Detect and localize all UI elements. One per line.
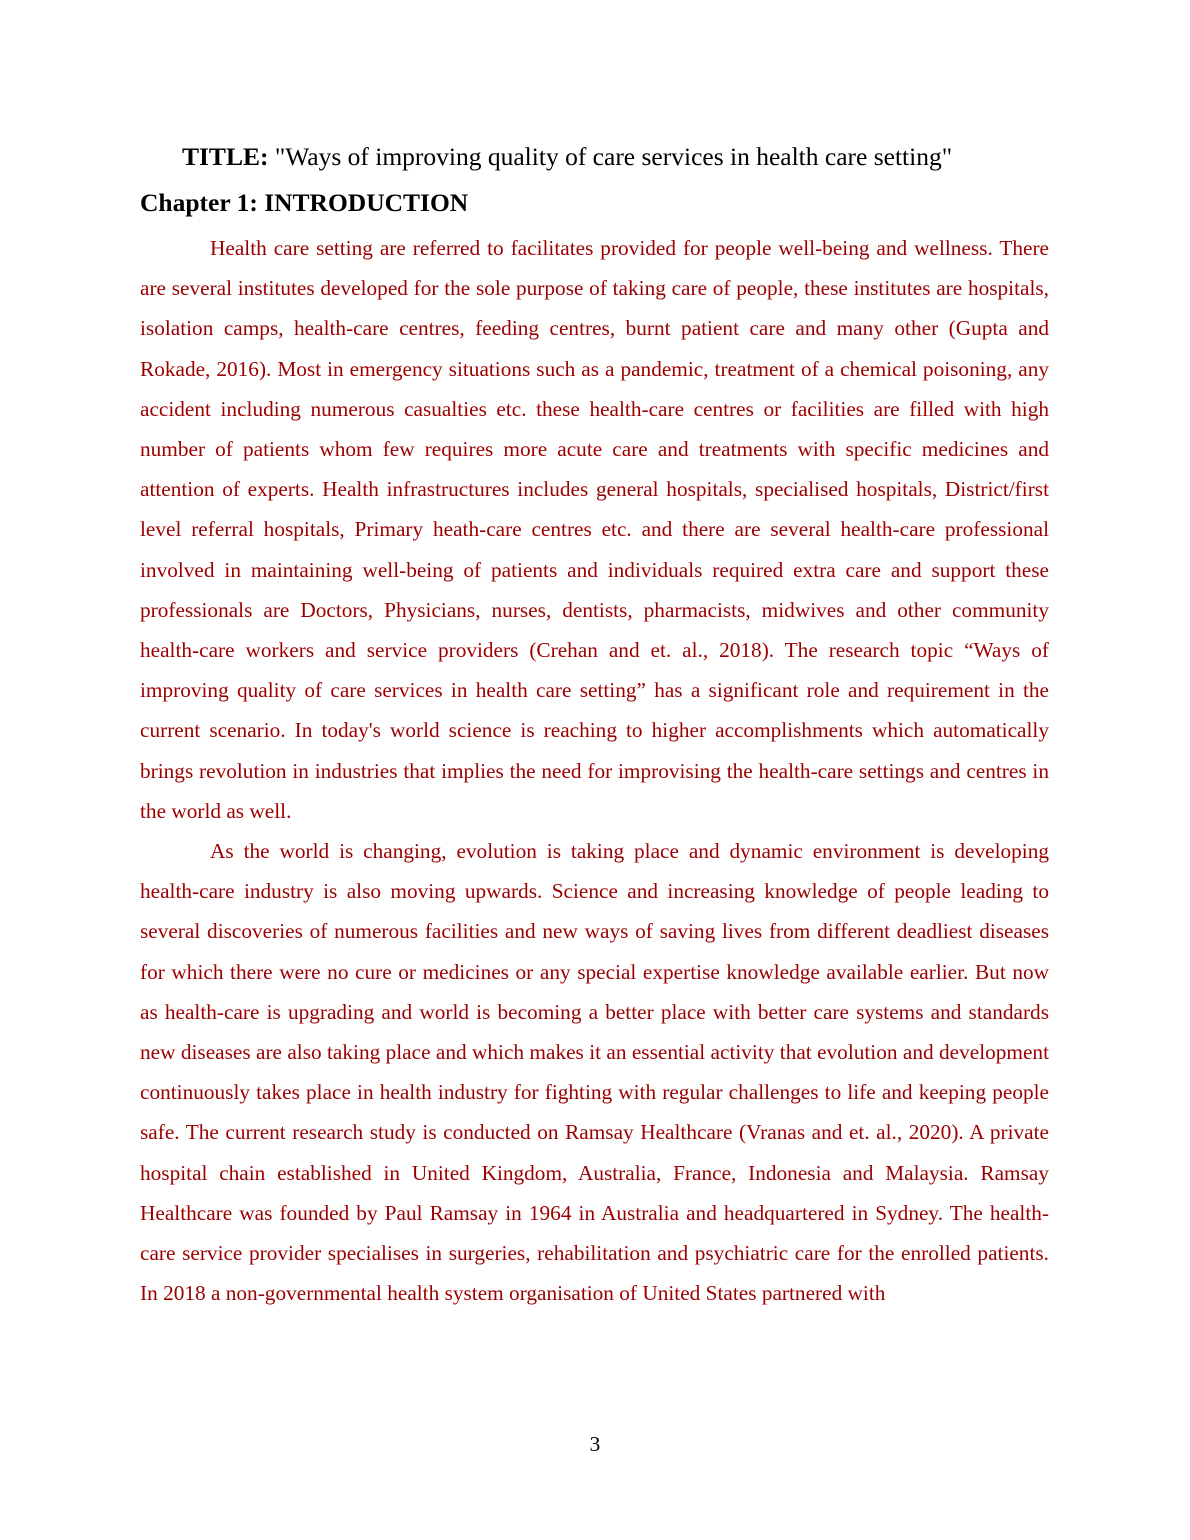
page-number: 3	[589, 1432, 601, 1456]
paragraph-2: As the world is changing, evolution is taking place and dynamic environment is developing health-care industry is also moving upwards. Science and increasing knowledge of people leading to several discoveries of numerous facilities and new ways of saving lives from different deadliest diseases for which there were no cure or medicines or any special expertise knowledge available earlier. But now as health-care is upgrading and world is becoming a better place with better care systems and standards new diseases are also taking place and which makes it an essential activity that evolution and development continuously takes place in health industry for fighting with regular challenges to life and keeping people safe. The current research study is conducted on Ramsay Healthcare (Vranas and et. al., 2020). A private hospital chain established in United Kingdom, Australia, France, Indonesia and Malaysia. Ramsay Healthcare was founded by Paul Ramsay in 1964 in Australia and headquartered in Sydney. The health-care service provider specialises in surgeries, rehabilitation and psychiatric care for the enrolled patients. In 2018 a non-governmental health system organisation of United States partnered with	[140, 839, 1049, 1306]
title-text: "Ways of improving quality of care services in health care setting"	[268, 142, 953, 171]
chapter-heading: Chapter 1: INTRODUCTION	[140, 188, 469, 217]
title-label: TITLE:	[182, 142, 269, 171]
document-title	[182, 140, 1082, 174]
body-text	[140, 228, 1049, 1313]
paragraph-1: Health care setting are referred to facilitates provided for people well-being and wellness. There are several institutes developed for the sole purpose of taking care of people, these institutes are hospitals, isolation camps, health-care centres, feeding centres, burnt patient care and many other (Gupta and Rokade, 2016). Most in emergency situations such as a pandemic, treatment of a chemical poisoning, any accident including numerous casualties etc. these health-care centres or facilities are filled with high number of patients whom few requires more acute care and treatments with specific medicines and attention of experts. Health infrastructures includes general hospitals, specialised hospitals, District/first level referral hospitals, Primary heath-care centres etc. and there are several health-care professional involved in maintaining well-being of patients and individuals required extra care and support these professionals are Doctors, Physicians, nurses, dentists, pharmacists, midwives and other community health-care workers and service providers (Crehan and et. al., 2018). The research topic “Ways of improving quality of care services in health care setting” has a significant role and requirement in the current scenario. In today's world science is reaching to higher accomplishments which automatically brings revolution in industries that implies the need for improvising the health-care settings and centres in the world as well.	[140, 236, 1049, 823]
